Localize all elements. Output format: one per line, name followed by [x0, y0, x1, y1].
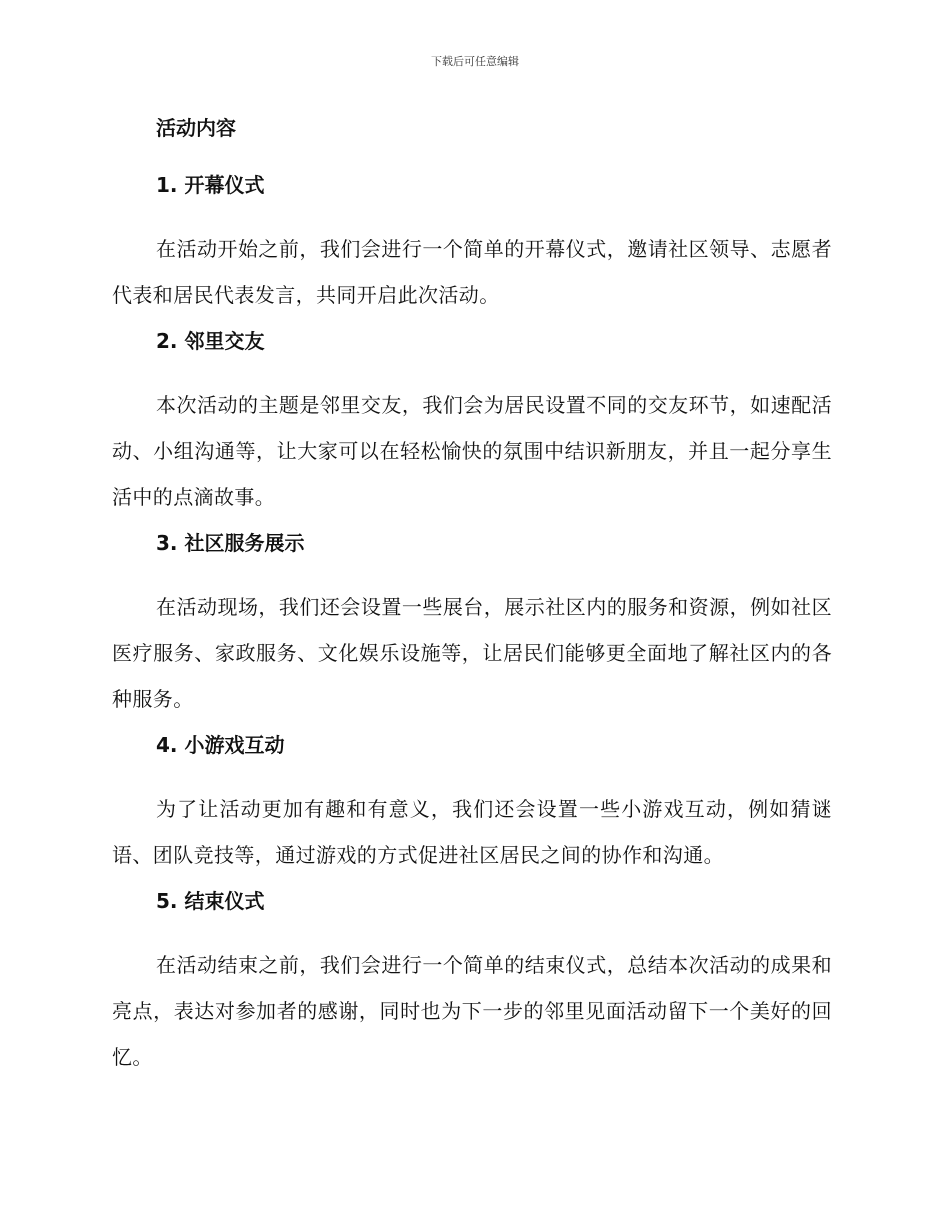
section-text-games: 为了让活动更加有趣和有意义，我们还会设置一些小游戏互动，例如猜谜语、团队竞技等，通过游戏的方式促进社区居民之间的协作和沟通。 — [112, 797, 832, 867]
section-heading-services: 3. 社区服务展示 — [156, 531, 305, 555]
document-body — [112, 112, 832, 1087]
section-text-neighbors: 本次活动的主题是邻里交友，我们会为居民设置不同的交友环节，如速配活动、小组沟通等，让大家可以在轻松愉快的氛围中结识新朋友，并且一起分享生活中的点滴故事。 — [112, 393, 832, 509]
section-text-closing: 在活动结束之前，我们会进行一个简单的结束仪式，总结本次活动的成果和亮点，表达对参加者的感谢，同时也为下一步的邻里见面活动留下一个美好的回忆。 — [112, 953, 832, 1069]
section-heading-opening: 1. 开幕仪式 — [156, 173, 265, 197]
page-header-note: 下载后可任意编辑 — [431, 55, 519, 68]
section-text-opening: 在活动开始之前，我们会进行一个简单的开幕仪式，邀请社区领导、志愿者代表和居民代表发言，共同开启此次活动。 — [112, 237, 832, 307]
section-heading-closing: 5. 结束仪式 — [156, 889, 265, 913]
section-heading-neighbors: 2. 邻里交友 — [156, 329, 265, 353]
section-text-services: 在活动现场，我们还会设置一些展台，展示社区内的服务和资源，例如社区医疗服务、家政服务、文化娱乐设施等，让居民们能够更全面地了解社区内的各种服务。 — [112, 595, 832, 711]
section-heading-games: 4. 小游戏互动 — [156, 733, 285, 757]
document-title: 活动内容 — [156, 116, 236, 140]
